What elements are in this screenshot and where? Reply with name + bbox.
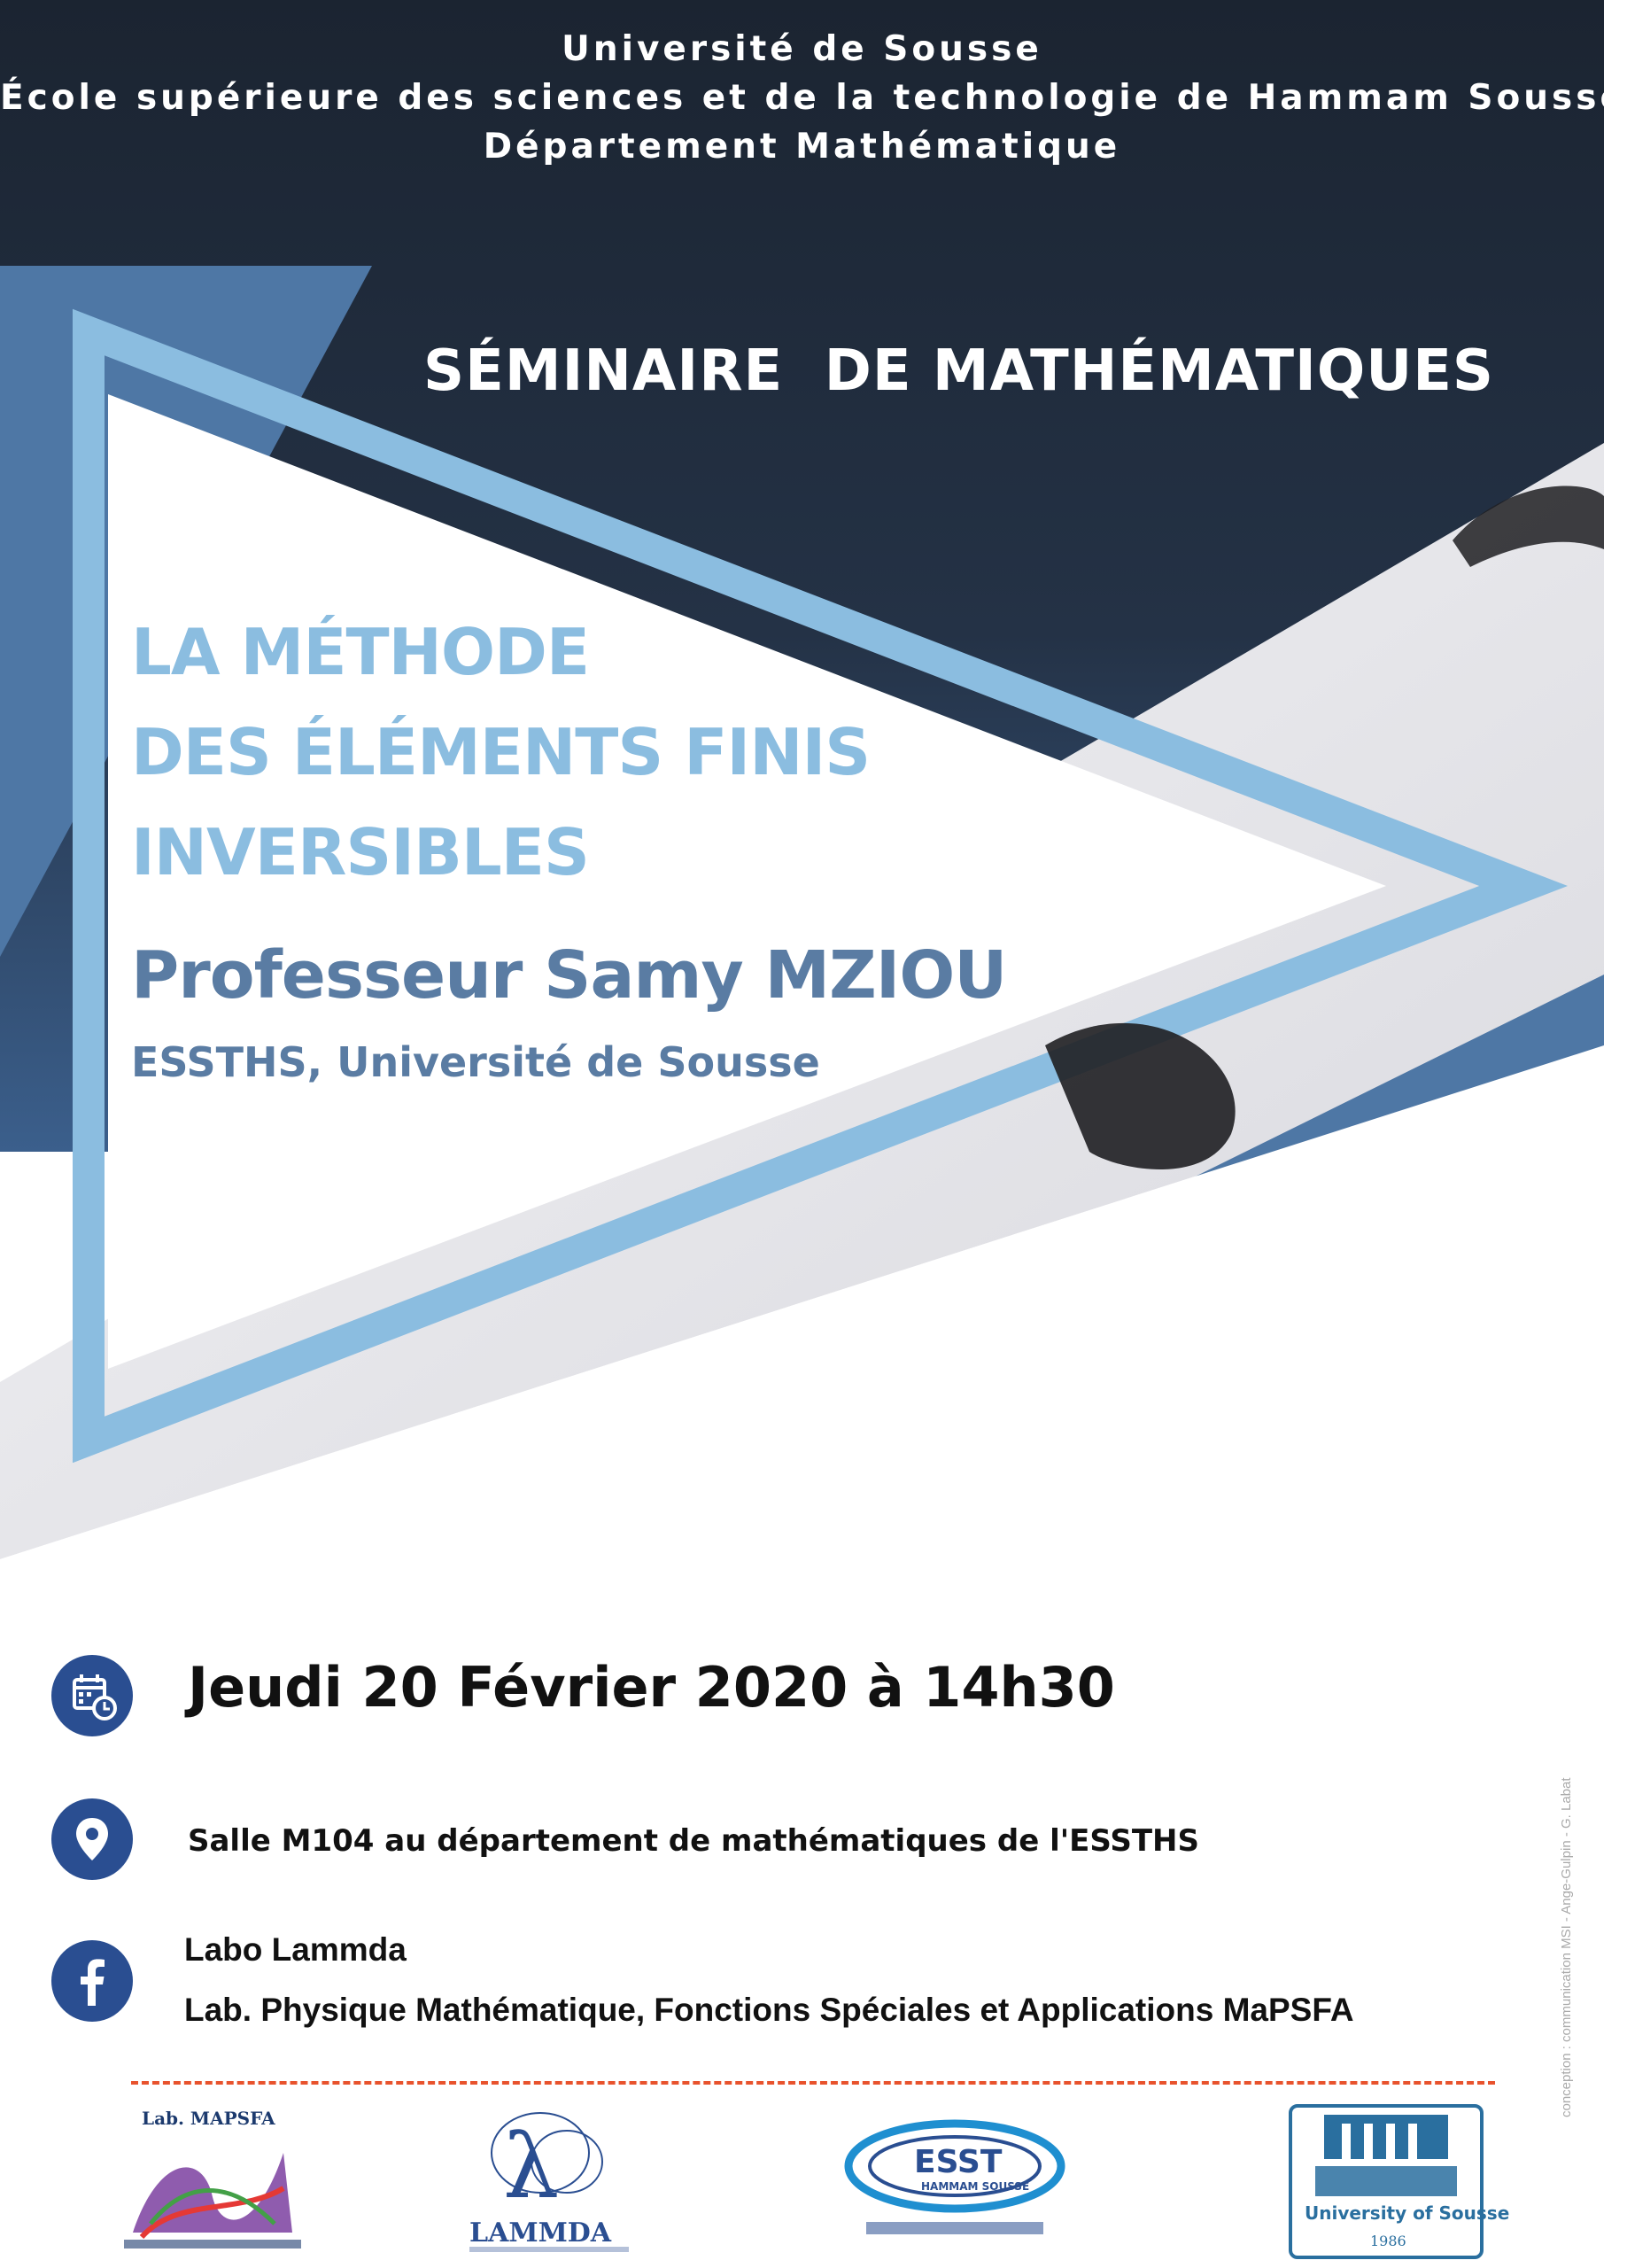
logo-lammda-text: LAMMDA bbox=[469, 2218, 612, 2249]
university-name: Université de Sousse bbox=[562, 29, 1042, 69]
facebook-page-mapsfa[interactable]: Lab. Physique Mathématique, Fonctions Spéciales et Applications MaPSFA bbox=[184, 1992, 1354, 2028]
logo-university-year: 1986 bbox=[1370, 2233, 1406, 2249]
talk-title-line-3: INVERSIBLES bbox=[131, 815, 589, 889]
design-credit-text: conception : communication MSI - Ange-Gulpin - G. Labat bbox=[1559, 1777, 1574, 2117]
dashed-separator bbox=[131, 2081, 1495, 2085]
talk-title-line-2: DES ÉLÉMENTS FINIS bbox=[131, 715, 871, 789]
logo-university-text: University of Sousse bbox=[1305, 2202, 1510, 2224]
event-location: Salle M104 au département de mathématiques de l'ESSTHS bbox=[188, 1823, 1199, 1859]
lammda-logo bbox=[461, 2100, 638, 2259]
design-credit bbox=[1559, 1777, 1577, 2135]
logo-esst-text: ESST bbox=[914, 2144, 1003, 2180]
esst-logo bbox=[840, 2109, 1070, 2259]
header bbox=[0, 25, 1627, 171]
map-pin-icon bbox=[51, 1798, 133, 1880]
facebook-icon[interactable] bbox=[51, 1940, 133, 2022]
svg-text:λ: λ bbox=[503, 2115, 560, 2218]
facebook-page-lammda[interactable]: Labo Lammda bbox=[184, 1931, 407, 1968]
talk-title bbox=[131, 602, 870, 903]
speaker-name: Professeur Samy MZIOU bbox=[131, 937, 1007, 1014]
department-name: Département Mathématique bbox=[483, 127, 1121, 167]
speaker-affiliation: ESSTHS, Université de Sousse bbox=[131, 1038, 820, 1086]
logo-esst-subtext: HAMMAM SOUSSE bbox=[921, 2180, 1030, 2193]
seminar-title: SÉMINAIRE DE MATHÉMATIQUES bbox=[423, 338, 1494, 404]
school-name: École supérieure des sciences et de la technologie de Hammam Sousse bbox=[0, 78, 1627, 118]
university-of-sousse-logo bbox=[1289, 2104, 1510, 2259]
event-date: Jeudi 20 Février 2020 à 14h30 bbox=[188, 1655, 1115, 1720]
lab-mapsfa-logo bbox=[106, 2100, 310, 2259]
calendar-clock-icon bbox=[51, 1655, 133, 1736]
logo-mapsfa-text: Lab. MAPSFA bbox=[142, 2108, 275, 2129]
talk-title-line-1: LA MÉTHODE bbox=[131, 615, 590, 689]
